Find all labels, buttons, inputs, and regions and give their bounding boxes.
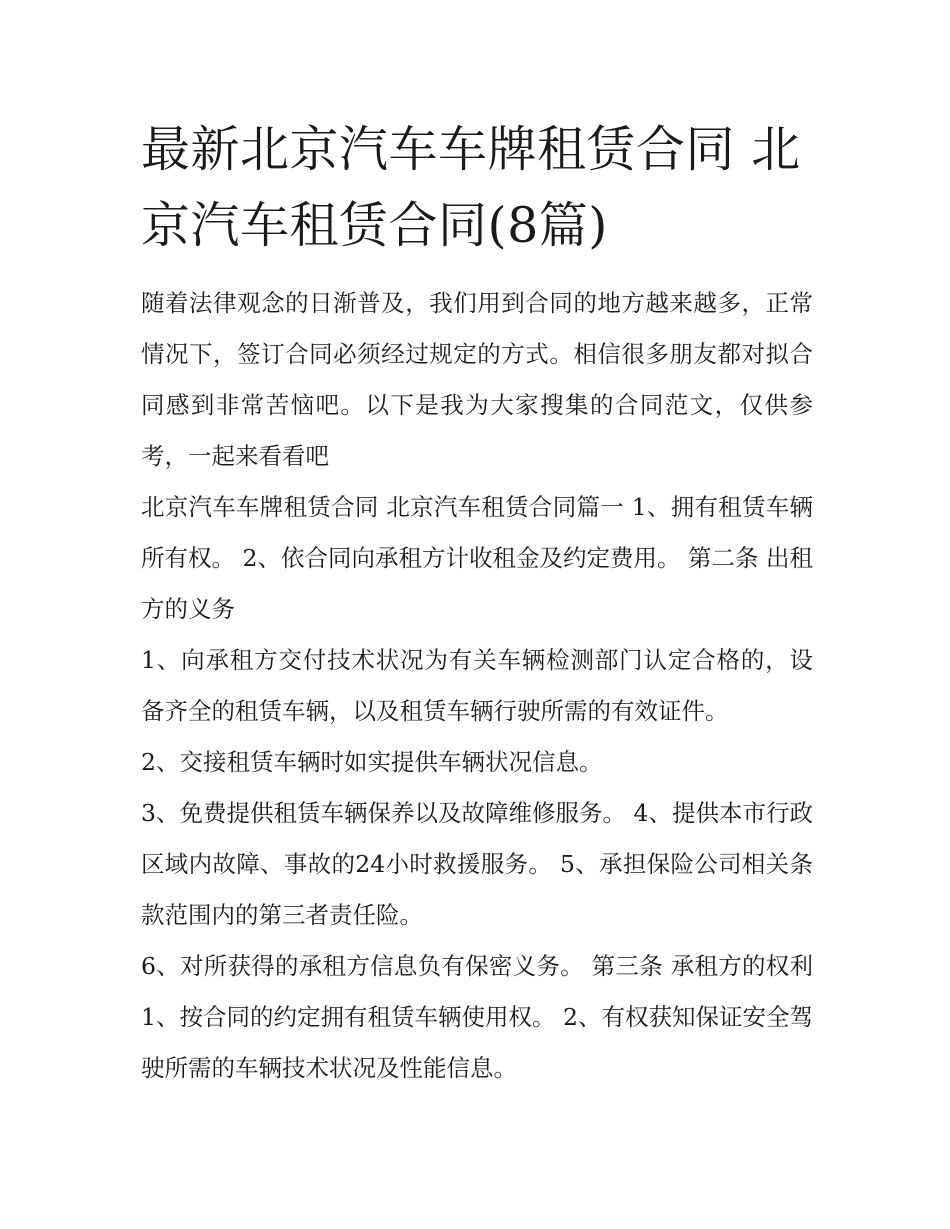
paragraph-obligation-3-5: 3、免费提供租赁车辆保养以及故障维修服务。 4、提供本市行政区域内故障、事故的24小时救援服务。 5、承担保险公司相关条款范围内的第三者责任险。 (141, 799, 813, 929)
document-title: 最新北京汽车车牌租赁合同 北京汽车租赁合同(8篇) (141, 121, 801, 254)
paragraph-obligation-6-and-lessee-rights: 6、对所获得的承租方信息负有保密义务。 第三条 承租方的权利 1、按合同的约定拥有租赁车辆使用权。 2、有权获知保证安全驾驶所需的车辆技术状况及性能信息。 (141, 952, 813, 1082)
paragraph-lessor-rights: 北京汽车车牌租赁合同 北京汽车租赁合同篇一 1、拥有租赁车辆所有权。 2、依合同向承租方计收租金及约定费用。 第二条 出租方的义务 (141, 493, 813, 623)
paragraph-obligation-1: 1、向承租方交付技术状况为有关车辆检测部门认定合格的，设备齐全的租赁车辆，以及租赁车辆行驶所需的有效证件。 (141, 646, 813, 725)
document-page (141, 112, 813, 1094)
paragraph-obligation-2: 2、交接租赁车辆时如实提供车辆状况信息。 (141, 748, 603, 776)
paragraph-intro: 随着法律观念的日渐普及，我们用到合同的地方越来越多，正常情况下，签订合同必须经过规定的方式。相信很多朋友都对拟合同感到非常苦恼吧。以下是我为大家搜集的合同范文，仅供参考，一起来看看吧 (141, 289, 813, 470)
